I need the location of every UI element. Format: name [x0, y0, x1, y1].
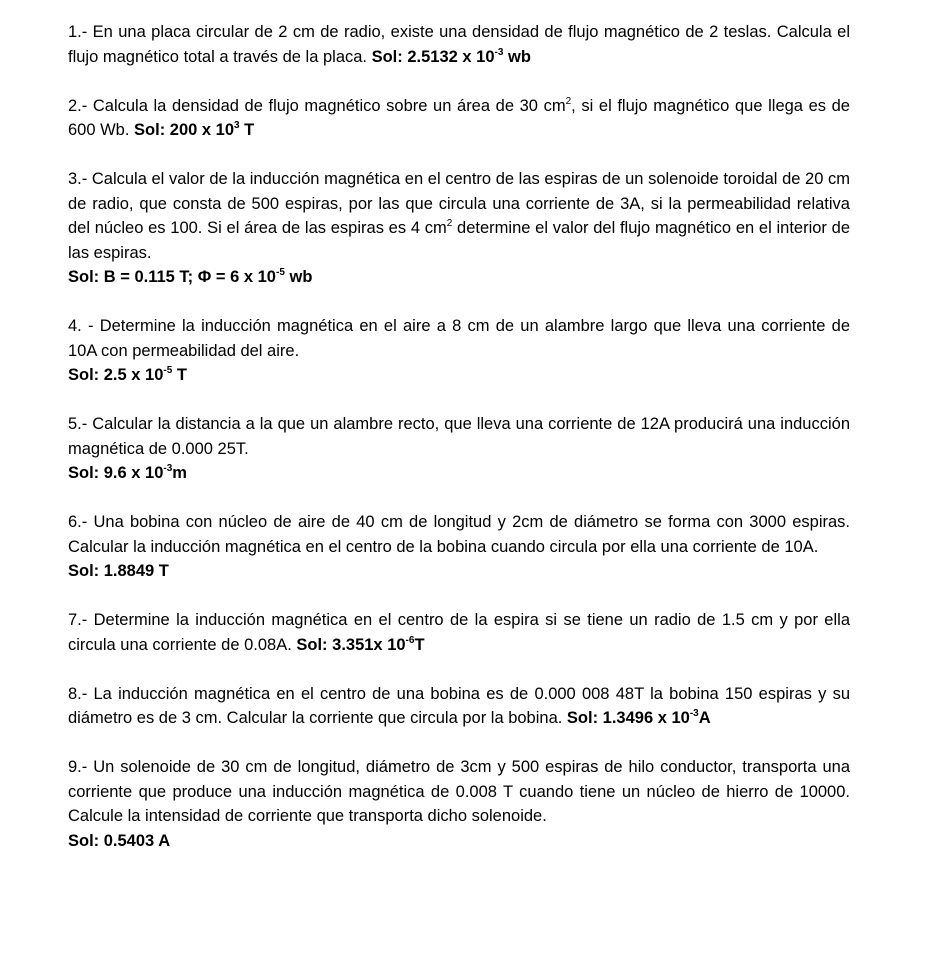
solution-value: 2.5132 x 10 [407, 47, 495, 66]
solution-value: 2.5 x 10 [103, 366, 164, 384]
solution-value: 9.6 x 10 [103, 464, 164, 482]
solution-unit: T [414, 635, 425, 654]
problem-5 [68, 412, 850, 486]
problem-text: 1.- En una placa circular de 2 cm de radio, existe una densidad de flujo magnético de 2 teslas. Calcula el flujo magnético total a través de la placa. [68, 23, 850, 66]
solution-unit: T [172, 366, 187, 384]
solution-unit: m [172, 464, 187, 482]
solution-label: Sol: [296, 635, 333, 654]
exponent: -3 [494, 46, 504, 58]
problem-text: 3.- Calcula el valor de la inducción magnética en el centro de las espiras de un solenoide toroidal de 20 cm de radio, que consta de 500 espiras, por las que circula una corriente de 3A, si la permeabilidad relativa del núcleo es 100. Si el área de las espiras es 4 cm [68, 170, 850, 237]
solution-value: 1.3496 x 10 [602, 709, 690, 727]
solution-value: 200 x 10 [169, 121, 235, 139]
exponent: 2 [446, 218, 453, 229]
solution-label: Sol: [566, 709, 603, 727]
exponent: 2 [565, 95, 572, 107]
exponent: -3 [163, 463, 173, 474]
document [68, 20, 850, 878]
problem-7 [68, 608, 850, 657]
solution-value: 1.8849 T [103, 562, 169, 580]
solution-label: Sol: [371, 47, 408, 66]
exponent: -6 [405, 634, 415, 646]
problem-text: determine el valor del flujo magnético en el interior de las espiras. [68, 219, 851, 262]
solution-value: B = 0.115 T; Φ = 6 x 10 [103, 268, 276, 286]
solution-value: 0.5403 A [103, 831, 171, 850]
solution-unit: wb [284, 268, 313, 286]
exponent: -5 [163, 365, 173, 376]
problem-text: 8.- La inducción magnética en el centro de una bobina es de 0.000 008 48T la bobina 150 espiras y su diámetro es de 3 cm. Calcular la corriente que circula por la bobina. [68, 684, 850, 727]
problem-text: 2.- Calcula la densidad de flujo magnético sobre un área de 30 cm [68, 96, 566, 115]
solution-label: Sol: [68, 464, 104, 482]
problem-text: 9.- Un solenoide de 30 cm de longitud, diámetro de 3cm y 500 espiras de hilo conductor, transporta una corriente que produce una inducción magnética de 0.008 T cuando tiene un núcleo de hierro de 10000. Calcule la intensidad de corriente que transporta dicho solenoide. [68, 758, 850, 825]
problem-9 [68, 755, 850, 853]
solution-unit: T [239, 121, 255, 139]
exponent: -5 [276, 267, 285, 278]
problem-text: 7.- Determine la inducción magnética en el centro de la espira si se tiene un radio de 1.5 cm y por ella circula una corriente de 0.08A. [68, 611, 850, 654]
problem-8 [68, 682, 850, 731]
solution-unit: wb [503, 47, 531, 66]
problem-1 [68, 20, 850, 69]
solution-label: Sol: [68, 366, 104, 384]
problem-text: 4. - Determine la inducción magnética en el aire a 8 cm de un alambre largo que lleva una corriente de 10A con permeabilidad del aire. [68, 317, 850, 360]
problem-text: 6.- Una bobina con núcleo de aire de 40 cm de longitud y 2cm de diámetro se forma con 3000 espiras. Calcular la inducción magnética en el centro de la bobina cuando circula por ella una corriente de 10A. [68, 513, 850, 556]
problem-4 [68, 314, 850, 388]
solution-value: 3.351x 10 [332, 635, 406, 654]
solution-label: Sol: [68, 831, 104, 850]
solution-label: Sol: [134, 121, 170, 139]
exponent: -3 [689, 708, 699, 719]
problem-3 [68, 167, 850, 290]
problem-text: 5.- Calcular la distancia a la que un alambre recto, que lleva una corriente de 12A producirá una inducción magnética de 0.000 25T. [68, 415, 850, 458]
solution-label: Sol: [68, 268, 104, 286]
exponent: 3 [234, 120, 240, 131]
solution-label: Sol: [68, 562, 104, 580]
problem-text: , si el flujo magnético que llega es de 600 Wb. [68, 96, 850, 139]
problem-2 [68, 94, 850, 143]
solution-unit: A [698, 709, 711, 727]
problem-6 [68, 510, 850, 584]
